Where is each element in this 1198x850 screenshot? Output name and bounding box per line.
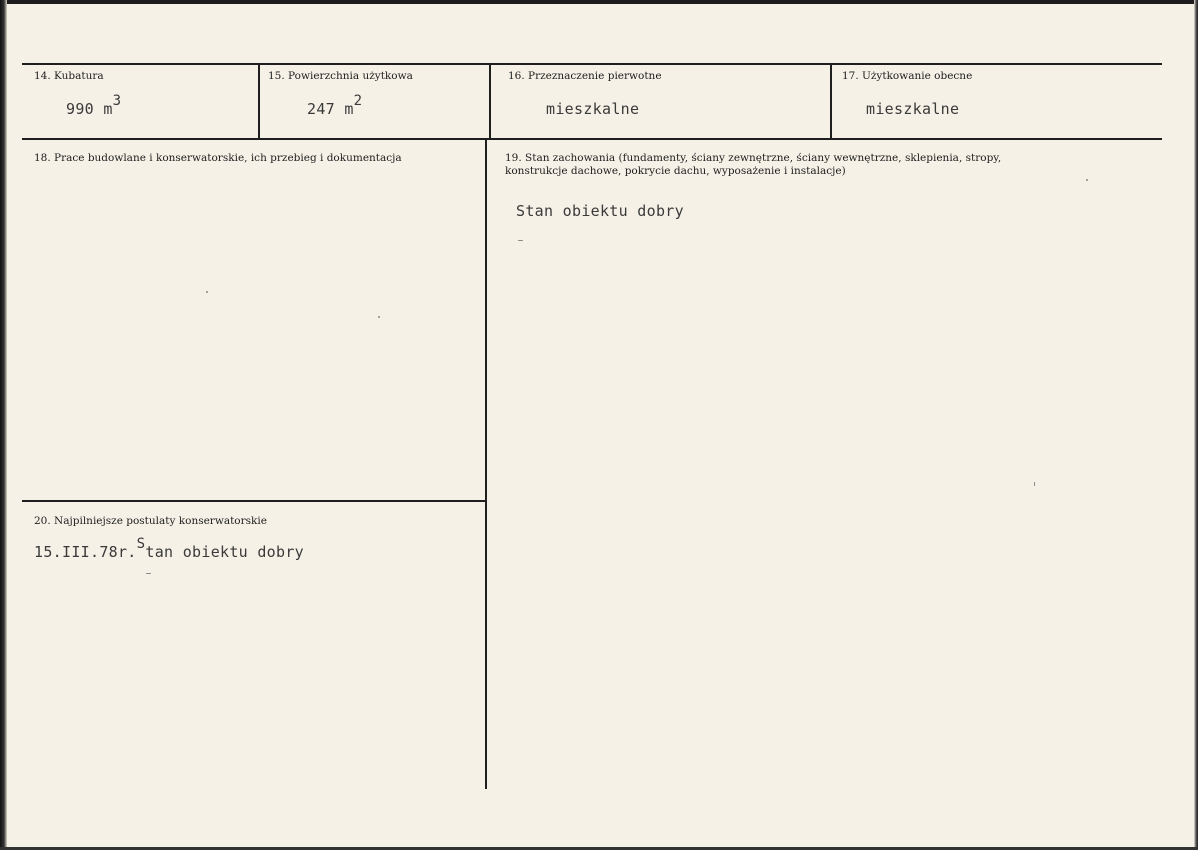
field-16-label: 16. Przeznaczenie pierwotne	[508, 70, 662, 82]
divider-14-15	[258, 64, 260, 138]
scan-edge-top	[0, 0, 1198, 4]
divider-15-16	[489, 64, 491, 138]
scan-edge-right	[1194, 0, 1198, 850]
scan-speck	[518, 240, 523, 241]
field-15-unit-superscript: 2	[353, 93, 363, 109]
field-20-value-superscript: S	[136, 536, 146, 552]
field-20-value-text: tan obiektu dobry	[145, 543, 304, 561]
field-15-value-text: 247 m	[307, 100, 354, 118]
field-15-value	[307, 93, 363, 118]
scan-speck	[378, 316, 380, 318]
scan-speck	[146, 573, 151, 574]
field-20-label: 20. Najpilniejsze postulaty konserwatorskie	[34, 515, 267, 527]
field-17-value: mieszkalne	[866, 100, 960, 118]
field-20-value	[34, 536, 304, 561]
divider-main-column	[485, 139, 487, 789]
field-19-label-line-1: 19. Stan zachowania (fundamenty, ściany zewnętrzne, ściany wewnętrzne, sklepienia, stropy,	[505, 152, 1002, 164]
field-15-label: 15. Powierzchnia użytkowa	[268, 70, 413, 82]
field-20-value-date: 15.III.78r.	[34, 543, 137, 561]
field-14-unit-superscript: 3	[112, 93, 122, 109]
divider-16-17	[830, 64, 832, 138]
field-19-label	[505, 152, 1001, 178]
scan-edge-left	[0, 0, 7, 850]
field-18-label: 18. Prace budowlane i konserwatorskie, ich przebieg i dokumentacja	[34, 152, 402, 164]
field-14-value	[66, 93, 122, 118]
scan-speck	[1086, 179, 1088, 181]
field-14-value-text: 990 m	[66, 100, 113, 118]
field-19-value: Stan obiektu dobry	[516, 202, 684, 220]
field-19-label-line-2: konstrukcje dachowe, pokrycie dachu, wyposażenie i instalacje)	[505, 165, 846, 177]
field-17-label: 17. Użytkowanie obecne	[842, 70, 973, 82]
top-rule	[22, 63, 1162, 65]
scan-speck	[206, 291, 208, 293]
field-16-value: mieszkalne	[546, 100, 640, 118]
rule-18-20	[22, 500, 485, 502]
field-14-label: 14. Kubatura	[34, 70, 104, 82]
header-row-bottom-rule	[22, 138, 1162, 140]
scan-speck	[1034, 482, 1035, 486]
